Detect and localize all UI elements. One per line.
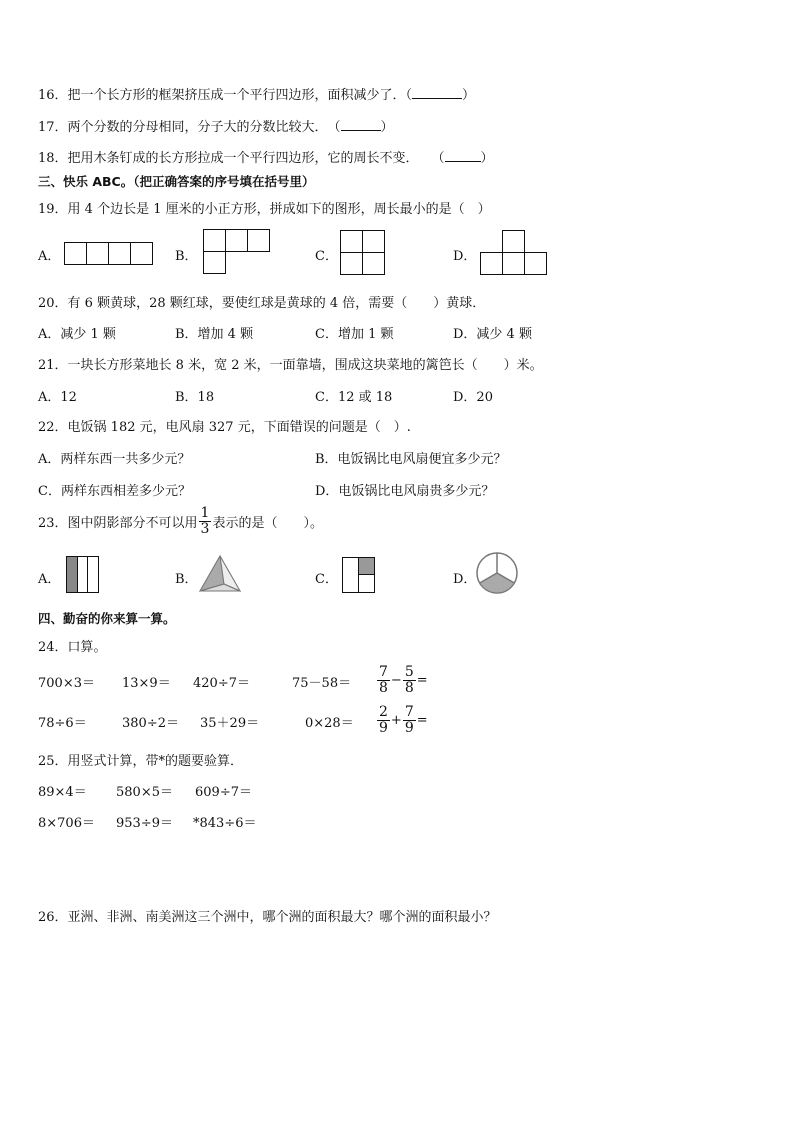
calc-item: 75－58＝	[292, 676, 352, 691]
calc-item: 0×28＝	[305, 716, 354, 731]
shape-c-square-with-shaded-part	[342, 557, 376, 595]
answer-blank[interactable]	[445, 149, 481, 162]
option-d[interactable]: D．电饭锅比电风扇贵多少元？	[315, 484, 495, 499]
option-d[interactable]: D．20	[453, 390, 493, 405]
shape-b-l-tetromino	[203, 229, 271, 275]
fraction-expression-2: $\frac{2}{9}$ + $\frac{7}{9}$ =	[379, 703, 428, 736]
option-b[interactable]: B．18	[175, 390, 215, 405]
question-16: 16．把一个长方形的框架挤压成一个平行四边形，面积减少了．（ ）	[38, 88, 476, 103]
option-b-label: B．	[175, 572, 198, 587]
option-a[interactable]: A．12	[38, 390, 77, 405]
option-c-label: C．	[315, 249, 338, 264]
option-a[interactable]: A．两样东西一共多少元？	[38, 452, 191, 467]
question-25-title: 25．用竖式计算，带*的题要验算．	[38, 754, 244, 769]
question-20-stem: 20．有 6 颗黄球，28 颗红球，要使红球是黄球的 4 倍，需要（ ）黄球．	[38, 296, 486, 311]
shape-c-two-by-two-square	[340, 230, 388, 276]
option-d-label: D．	[453, 249, 477, 264]
question-22-stem: 22．电饭锅 182 元，电风扇 327 元，下面错误的问题是（ ）.	[38, 420, 411, 435]
option-c[interactable]: C．两样东西相差多少元？	[38, 484, 191, 499]
option-c-label: C．	[315, 572, 338, 587]
option-a-label: A．	[38, 249, 61, 264]
shape-a-rect-thirds	[66, 556, 100, 594]
option-c[interactable]: C．12 或 18	[315, 390, 393, 405]
question-19-stem: 19．用 4 个边长是 1 厘米的小正方形，拼成如下的图形，周长最小的是（ ）	[38, 202, 491, 217]
answer-blank[interactable]	[341, 118, 381, 131]
calc-item: 700×3＝	[38, 676, 95, 691]
section-4-heading: 四、勤奋的你来算一算。	[38, 611, 176, 626]
calc-item: 13×9＝	[122, 676, 171, 691]
fraction-one-third: $\frac{1}{3}$	[200, 504, 210, 537]
calc-item: 35＋29＝	[200, 716, 260, 731]
question-17: 17．两个分数的分母相同，分子大的分数比较大． （ ）	[38, 120, 394, 135]
option-b[interactable]: B．增加 4 颗	[175, 327, 254, 342]
fraction-expression-1: $\frac{7}{8}$ − $\frac{5}{8}$ =	[379, 663, 428, 696]
calc-item: 8×706＝	[38, 816, 95, 831]
calc-item: 953÷9＝	[116, 816, 173, 831]
option-a[interactable]: A．减少 1 颗	[38, 327, 116, 342]
option-d-label: D．	[453, 572, 477, 587]
question-23-stem: 23．图中阴影部分不可以用 $\frac{1}{3}$ 表示的是（ ）。	[38, 504, 323, 537]
calc-item: *843÷6＝	[193, 816, 257, 831]
calc-item: 580×5＝	[116, 785, 173, 800]
shape-b-pyramid-triangle	[198, 554, 242, 594]
question-21-stem: 21．一块长方形菜地长 8 米，宽 2 米，一面靠墙，围成这块菜地的篱笆长（ ）米。	[38, 358, 543, 373]
option-b-label: B．	[175, 249, 198, 264]
option-b[interactable]: B．电饭锅比电风扇便宜多少元？	[315, 452, 507, 467]
calc-item: 420÷7＝	[193, 676, 250, 691]
option-a-label: A．	[38, 572, 61, 587]
option-d[interactable]: D．减少 4 颗	[453, 327, 532, 342]
question-26: 26．亚洲、非洲、南美洲这三个洲中，哪个洲的面积最大？哪个洲的面积最小？	[38, 910, 497, 925]
question-24-title: 24．口算。	[38, 640, 107, 655]
shape-a-row-of-four-squares	[64, 242, 154, 266]
shape-d-circle-thirds	[476, 551, 520, 597]
question-18: 18．把用木条钉成的长方形拉成一个平行四边形，它的周长不变． （ ）	[38, 151, 494, 166]
section-3-heading: 三、快乐 ABC。（把正确答案的序号填在括号里）	[38, 174, 315, 189]
option-c[interactable]: C．增加 1 颗	[315, 327, 394, 342]
calc-item: 380÷2＝	[122, 716, 179, 731]
answer-blank[interactable]	[412, 86, 462, 99]
shape-d-t-tetromino	[480, 230, 548, 276]
calc-item: 89×4＝	[38, 785, 87, 800]
calc-item: 609÷7＝	[195, 785, 252, 800]
calc-item: 78÷6＝	[38, 716, 87, 731]
